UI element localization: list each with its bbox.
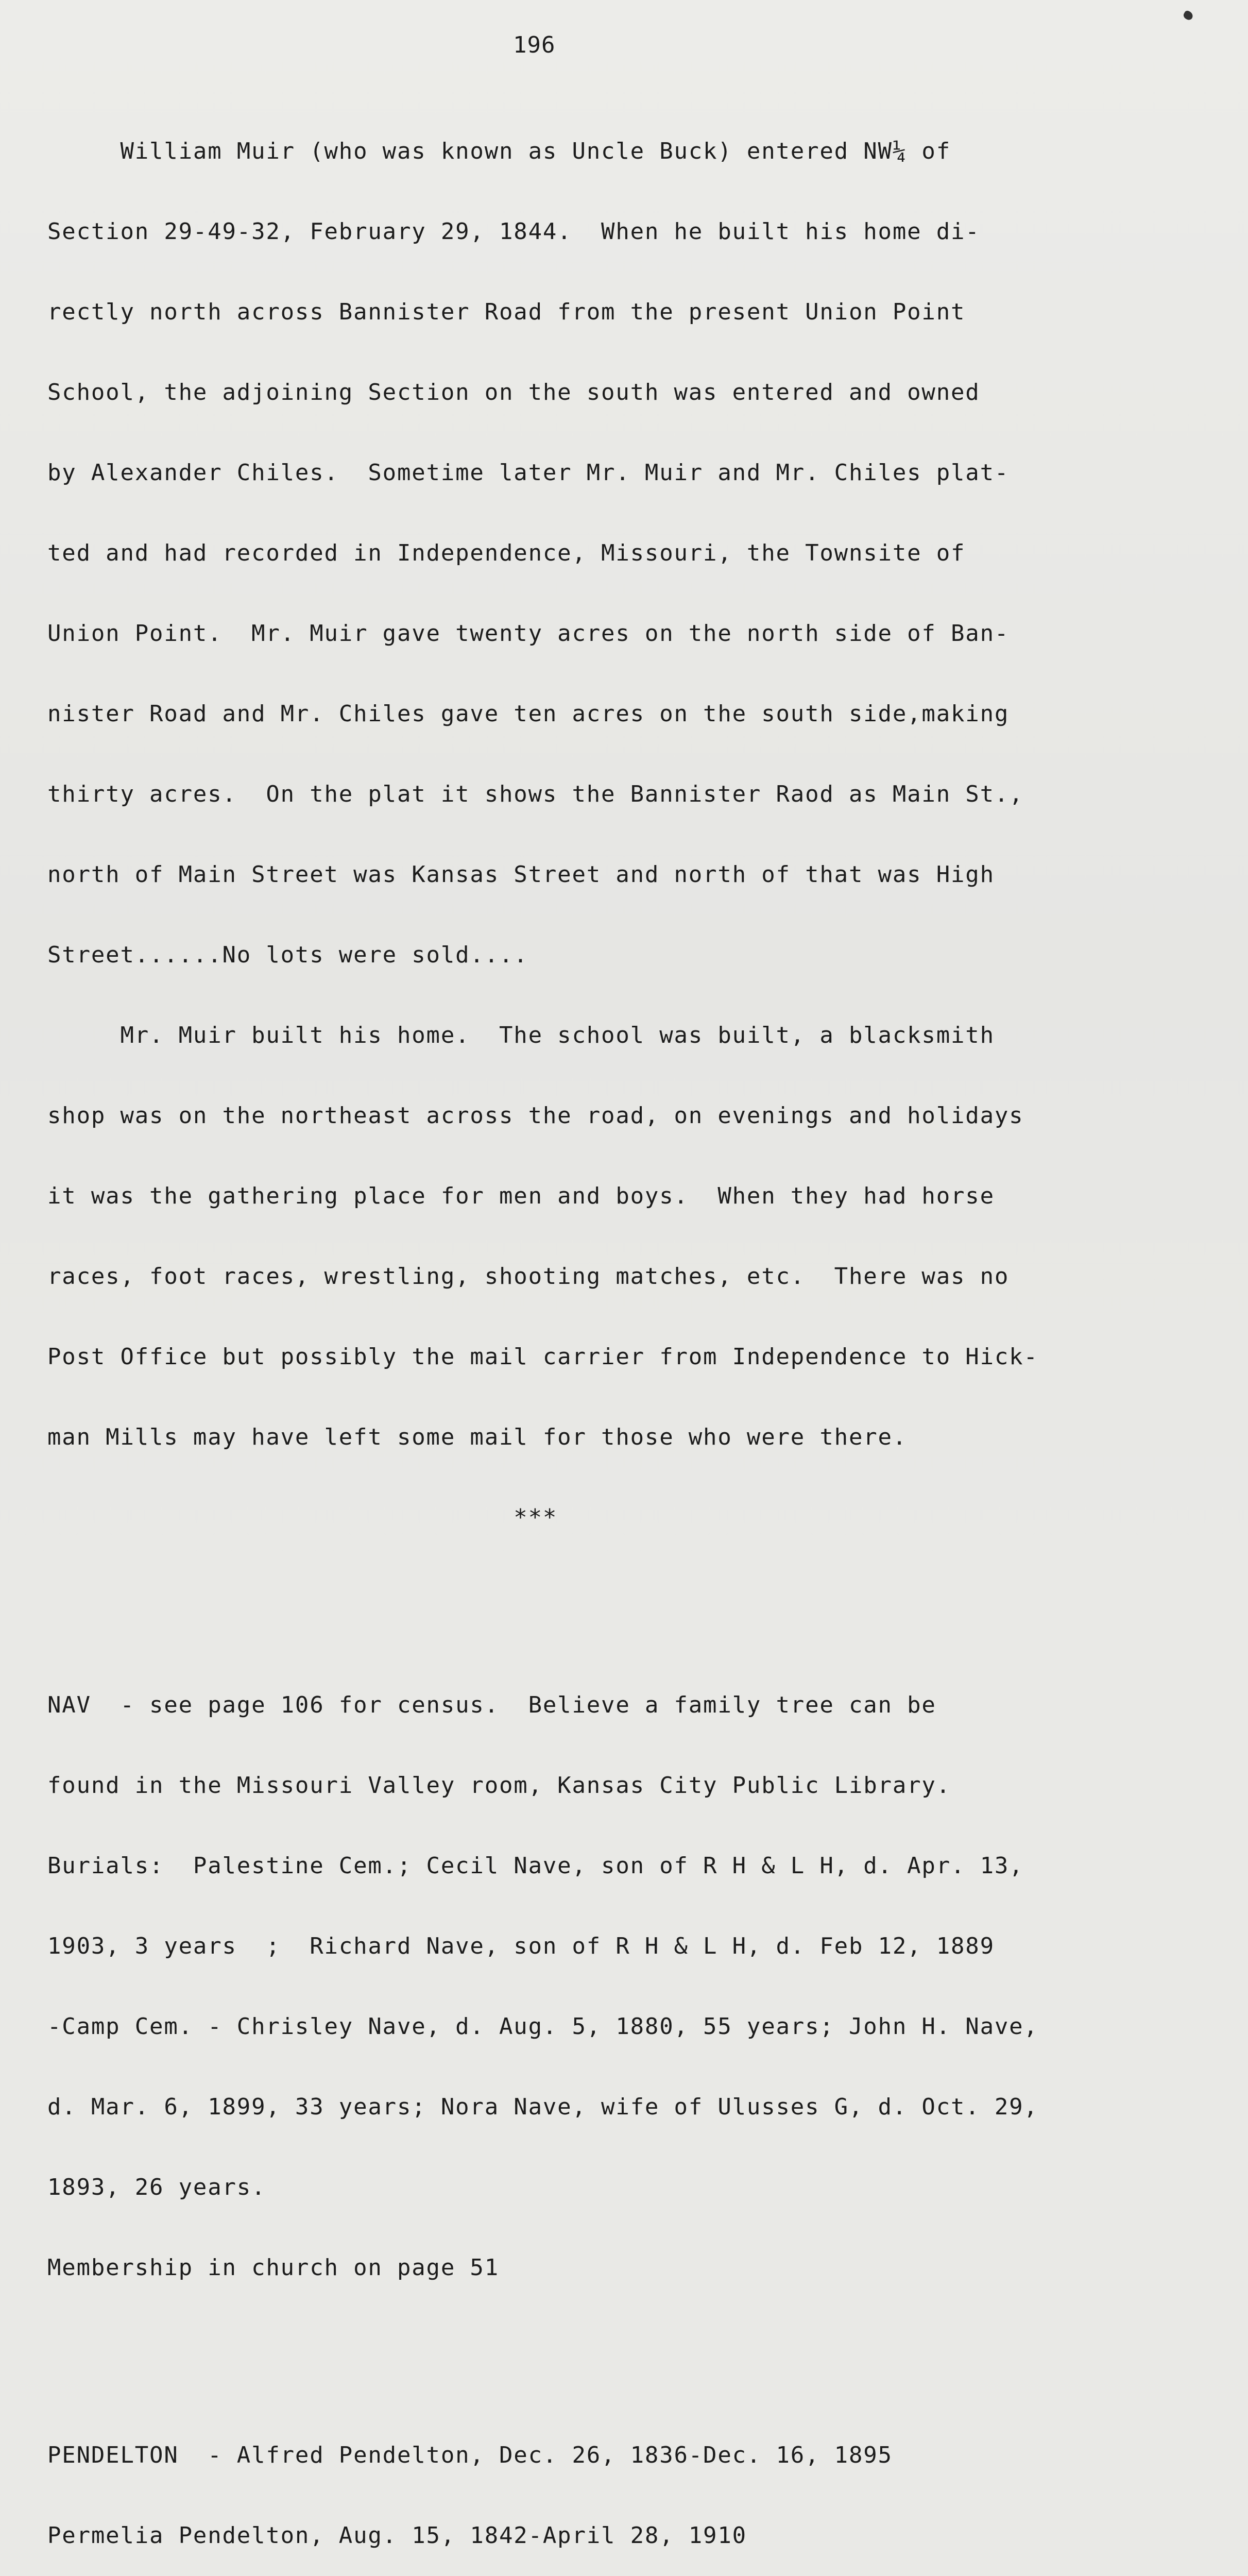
text-line: races, foot races, wrestling, shooting matches, etc. There was no <box>47 1263 1010 1290</box>
text-line: Post Office but possibly the mail carrier from Independence to Hick- <box>47 1344 1038 1370</box>
blank-line <box>47 1585 1160 1612</box>
page-number: 196 <box>513 32 556 58</box>
document-body <box>47 84 1160 2576</box>
ink-speck <box>1182 10 1194 22</box>
text-line: nister Road and Mr. Chiles gave ten acres on the south side,making <box>47 701 1010 727</box>
text-line: NAV - see page 106 for census. Believe a family tree can be <box>47 1692 936 1718</box>
text-line: Street......No lots were sold.... <box>47 942 528 968</box>
blank-line <box>47 2335 1160 2362</box>
text-line: shop was on the northeast across the road, on evenings and holidays <box>47 1103 1024 1129</box>
text-line: rectly north across Bannister Road from the present Union Point <box>47 299 966 325</box>
text-line: 1903, 3 years ; Richard Nave, son of R H & L H, d. Feb 12, 1889 <box>47 1933 995 1959</box>
text-line: d. Mar. 6, 1899, 33 years; Nora Nave, wife of Ulusses G, d. Oct. 29, <box>47 2094 1038 2120</box>
text-line: Membership in church on page 51 <box>47 2255 499 2281</box>
text-line: PENDELTON - Alfred Pendelton, Dec. 26, 1836-Dec. 16, 1895 <box>47 2442 893 2468</box>
section-separator: *** <box>47 1504 558 1531</box>
text-line: found in the Missouri Valley room, Kansas City Public Library. <box>47 1772 951 1799</box>
text-line: thirty acres. On the plat it shows the Bannister Raod as Main St., <box>47 781 1024 807</box>
text-line: William Muir (who was known as Uncle Buck) entered NW¼ of <box>47 138 951 164</box>
text-line: ted and had recorded in Independence, Missouri, the Townsite of <box>47 540 966 566</box>
text-line: Mr. Muir built his home. The school was built, a blacksmith <box>47 1022 995 1048</box>
text-line: man Mills may have left some mail for those who were there. <box>47 1424 908 1450</box>
text-line: School, the adjoining Section on the south was entered and owned <box>47 379 980 405</box>
text-line: it was the gathering place for men and boys. When they had horse <box>47 1183 995 1209</box>
text-line: by Alexander Chiles. Sometime later Mr. Muir and Mr. Chiles plat- <box>47 460 1010 486</box>
text-line: -Camp Cem. - Chrisley Nave, d. Aug. 5, 1880, 55 years; John H. Nave, <box>47 2013 1038 2040</box>
text-line: 1893, 26 years. <box>47 2174 266 2200</box>
text-line: Section 29-49-32, February 29, 1844. When he built his home di- <box>47 218 980 245</box>
text-line: Union Point. Mr. Muir gave twenty acres on the north side of Ban- <box>47 620 1010 647</box>
text-line: north of Main Street was Kansas Street and north of that was High <box>47 861 995 888</box>
text-line: Burials: Palestine Cem.; Cecil Nave, son of R H & L H, d. Apr. 13, <box>47 1853 1024 1879</box>
text-line: Permelia Pendelton, Aug. 15, 1842-April 28, 1910 <box>47 2522 747 2549</box>
